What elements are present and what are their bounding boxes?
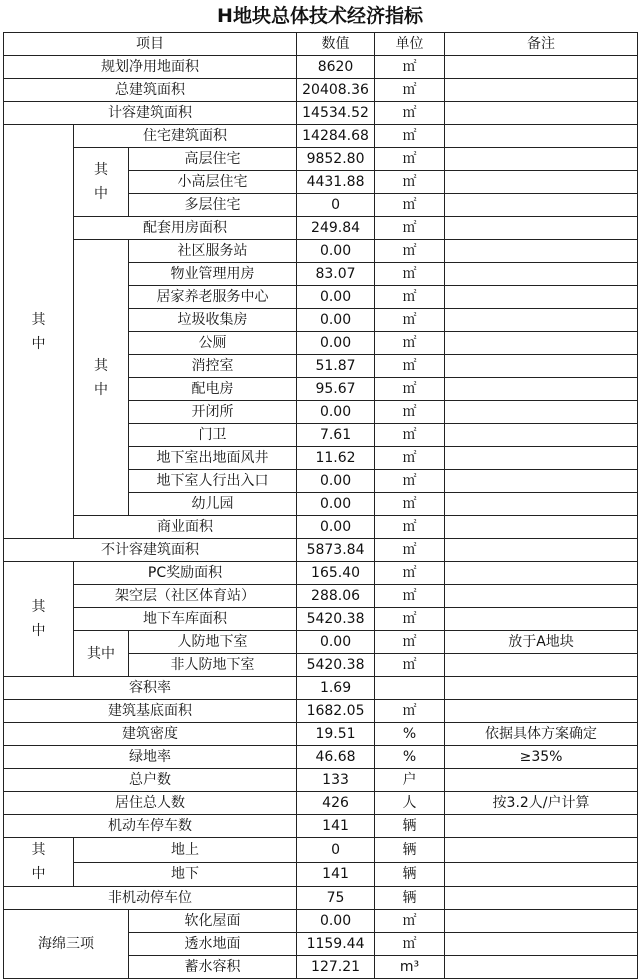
table-row: 容积率 1.69 — [4, 677, 638, 700]
table-row: 门卫 7.61 ㎡ — [4, 424, 638, 447]
table-row: 不计容建筑面积 5873.84 ㎡ — [4, 539, 638, 562]
table-row: 居家养老服务中心 0.00 ㎡ — [4, 286, 638, 309]
header-row — [4, 33, 638, 56]
table-row: 非人防地下室 5420.38 ㎡ — [4, 654, 638, 677]
table-row: 建筑密度 19.51 % 依据具体方案确定 — [4, 723, 638, 746]
table-row: 其 中 社区服务站 0.00 ㎡ — [4, 240, 638, 263]
table-row: 垃圾收集房 0.00 ㎡ — [4, 309, 638, 332]
table-title: H地块总体技术经济指标 — [217, 5, 423, 27]
table-row: 其 中 地上 0 辆 — [4, 838, 638, 863]
header-unit: 单位 — [375, 33, 445, 56]
table-row: 总建筑面积 20408.36 ㎡ — [4, 79, 638, 102]
group-label: 其中 — [74, 631, 129, 677]
table-row: 商业面积 0.00 ㎡ — [4, 516, 638, 539]
group-label: 其 中 — [74, 240, 129, 516]
tech-econ-table — [3, 32, 638, 979]
table-row: 其 中 PC奖励面积 165.40 ㎡ — [4, 562, 638, 585]
table-row: 开闭所 0.00 ㎡ — [4, 401, 638, 424]
table-row: 总户数 133 户 — [4, 769, 638, 792]
sponge-label: 海绵三项 — [4, 910, 129, 979]
table-row: 其中 人防地下室 0.00 ㎡ 放于A地块 — [4, 631, 638, 654]
header-value: 数值 — [297, 33, 375, 56]
table-row: 幼儿园 0.00 ㎡ — [4, 493, 638, 516]
table-row: 其 中 住宅建筑面积 14284.68 ㎡ — [4, 125, 638, 148]
table-row: 地下 141 辆 — [4, 862, 638, 887]
table-row: 消控室 51.87 ㎡ — [4, 355, 638, 378]
header-item: 项目 — [4, 33, 297, 56]
table-row: 地下室出地面风井 11.62 ㎡ — [4, 447, 638, 470]
table-row: 架空层（社区体育站） 288.06 ㎡ — [4, 585, 638, 608]
table-row: 小高层住宅 4431.88 ㎡ — [4, 171, 638, 194]
group-label: 其 中 — [4, 562, 74, 677]
table-row: 物业管理用房 83.07 ㎡ — [4, 263, 638, 286]
table-row: 透水地面 1159.44 ㎡ — [4, 933, 638, 956]
table-row: 规划净用地面积 8620 ㎡ — [4, 56, 638, 79]
group-label: 其 中 — [4, 125, 74, 539]
table-row: 海绵三项 软化屋面 0.00 ㎡ — [4, 910, 638, 933]
table-row: 公厕 0.00 ㎡ — [4, 332, 638, 355]
table-row: 非机动停车位 75 辆 — [4, 887, 638, 910]
table-row: 蓄水容积 127.21 m³ — [4, 956, 638, 979]
table-row: 地下室人行出入口 0.00 ㎡ — [4, 470, 638, 493]
table-row: 地下车库面积 5420.38 ㎡ — [4, 608, 638, 631]
table-row: 配电房 95.67 ㎡ — [4, 378, 638, 401]
group-label: 其 中 — [4, 838, 74, 887]
table-row: 居住总人数 426 人 按3.2人/户计算 — [4, 792, 638, 815]
table-row: 配套用房面积 249.84 ㎡ — [4, 217, 638, 240]
table-row: 建筑基底面积 1682.05 ㎡ — [4, 700, 638, 723]
table-row: 其 中 高层住宅 9852.80 ㎡ — [4, 148, 638, 171]
table-row: 绿地率 46.68 % ≥35% — [4, 746, 638, 769]
table-row: 机动车停车数 141 辆 — [4, 815, 638, 838]
table-row: 计容建筑面积 14534.52 ㎡ — [4, 102, 638, 125]
table-row: 多层住宅 0 ㎡ — [4, 194, 638, 217]
group-label: 其 中 — [74, 148, 129, 217]
header-note: 备注 — [445, 33, 638, 56]
